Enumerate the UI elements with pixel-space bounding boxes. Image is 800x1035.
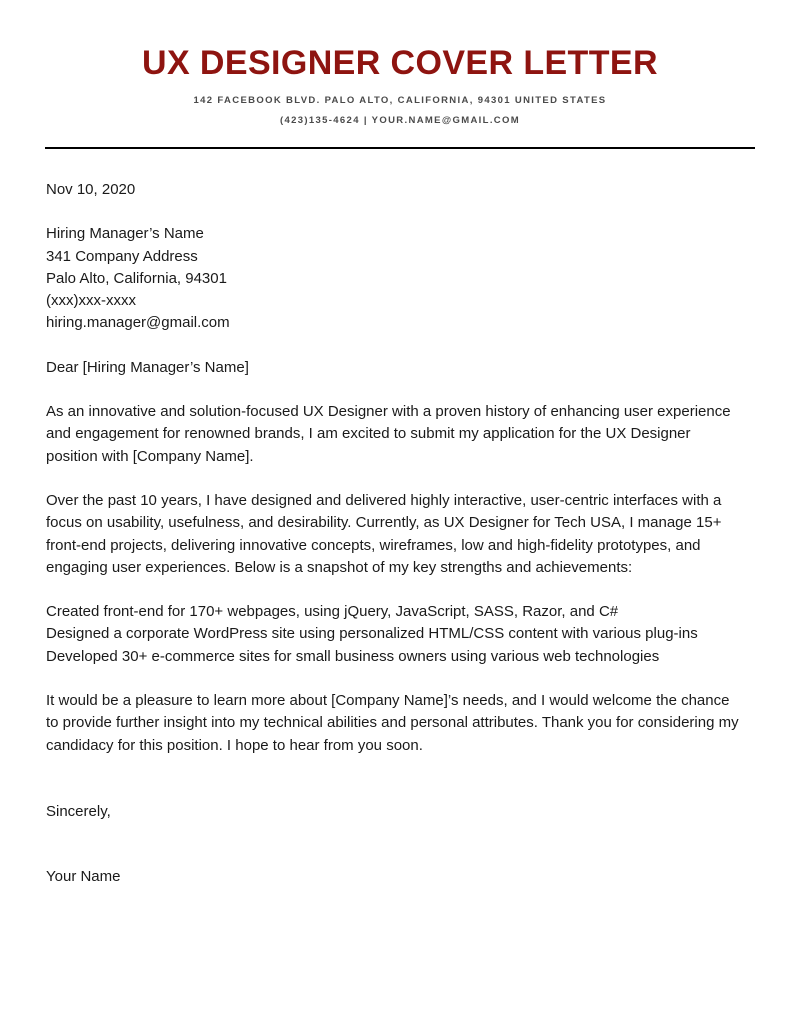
achievement-item: Designed a corporate WordPress site using personalized HTML/CSS content with various plug-ins bbox=[46, 625, 698, 643]
recipient-address-block bbox=[46, 223, 746, 334]
header-divider bbox=[45, 147, 755, 149]
letter-date: Nov 10, 2020 bbox=[46, 181, 136, 198]
salutation: Dear [Hiring Manager’s Name] bbox=[46, 358, 249, 376]
letterhead bbox=[0, 0, 800, 149]
achievement-item: Developed 30+ e-commerce sites for small business owners using various web technologies bbox=[46, 647, 660, 665]
signature-name: Your Name bbox=[46, 868, 121, 886]
recipient-city-state-zip: Palo Alto, California, 94301 bbox=[46, 269, 227, 287]
recipient-phone: (xxx)xxx-xxxx bbox=[46, 292, 136, 310]
body-paragraph-3: It would be a pleasure to learn more about [Company Name]’s needs, and I would welcome the chance to provide further insight into my technical abilities and personal attributes. Thank you for considering my candidacy for this position. I hope to hear from you soon. bbox=[46, 692, 739, 754]
sign-off: Sincerely, bbox=[46, 802, 111, 820]
page-title: UX DESIGNER COVER LETTER bbox=[142, 44, 658, 82]
achievements-list bbox=[46, 601, 746, 668]
recipient-street: 341 Company Address bbox=[46, 247, 198, 265]
letterhead-address: 142 FACEBOOK BLVD. PALO ALTO, CALIFORNIA, 94301 UNITED STATES bbox=[193, 95, 607, 106]
achievement-item: Created front-end for 170+ webpages, using jQuery, JavaScript, SASS, Razor, and C# bbox=[46, 603, 619, 621]
body-paragraph-2: Over the past 10 years, I have designed and delivered highly interactive, user-centric interfaces with a focus on usability, usefulness, and desirability. Currently, as UX Designer for Tech USA, I manage 15+ front-end projects, delivering innovative concepts, wireframes, low and high-fidelity prototypes, and engaging user experiences. Below is a snapshot of my key strengths and achievements: bbox=[46, 491, 722, 576]
body-paragraph-1: As an innovative and solution-focused UX Designer with a proven history of enhancing user experience and engagement for renowned brands, I am excited to submit my application for the UX Designer position with [Company Name]. bbox=[46, 403, 731, 465]
letter-body bbox=[0, 179, 800, 889]
recipient-email: hiring.manager@gmail.com bbox=[46, 314, 230, 332]
letterhead-phone-email: (423)135-4624 | YOUR.NAME@GMAIL.COM bbox=[279, 115, 521, 126]
recipient-name: Hiring Manager’s Name bbox=[46, 225, 204, 243]
